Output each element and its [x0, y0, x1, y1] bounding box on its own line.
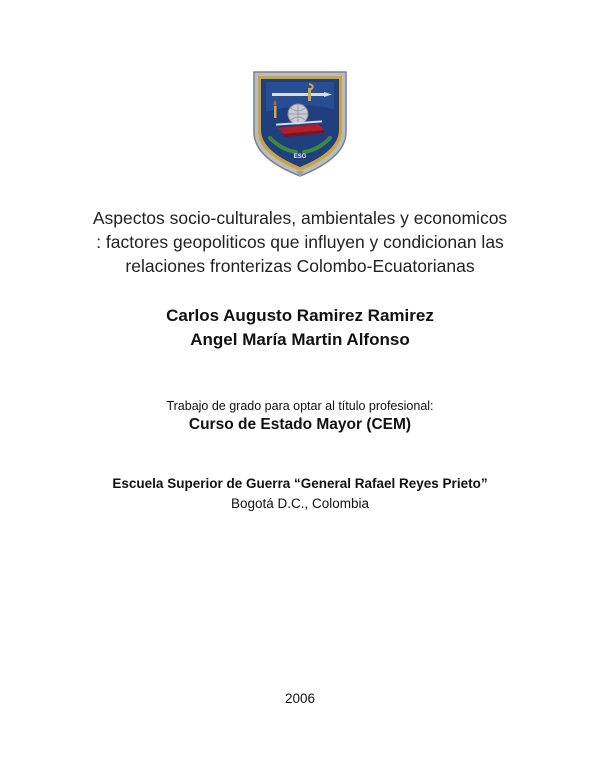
school-crest-icon	[252, 70, 348, 178]
degree-intro: Trabajo de grado para optar al título profesional:	[166, 399, 434, 413]
publication-year: 2006	[284, 691, 316, 706]
author-name: Carlos Augusto Ramirez Ramirez	[166, 306, 434, 325]
title-line-3: relaciones fronterizas Colombo-Ecuatorianas	[125, 256, 475, 276]
city-location: Bogotá D.C., Colombia	[230, 496, 370, 511]
school-name: Escuela Superior de Guerra “General Rafael Reyes Prieto”	[112, 476, 488, 491]
document-title	[0, 206, 600, 278]
author-name: Angel María Martin Alfonso	[190, 330, 410, 349]
svg-text:ESG: ESG	[293, 154, 307, 160]
title-line-2: : factores geopoliticos que influyen y condicionan las	[96, 232, 504, 252]
title-line-1: Aspectos socio-culturales, ambientales y economicos	[92, 208, 508, 228]
degree-title: Curso de Estado Mayor (CEM)	[188, 416, 412, 433]
author-list	[0, 304, 600, 352]
